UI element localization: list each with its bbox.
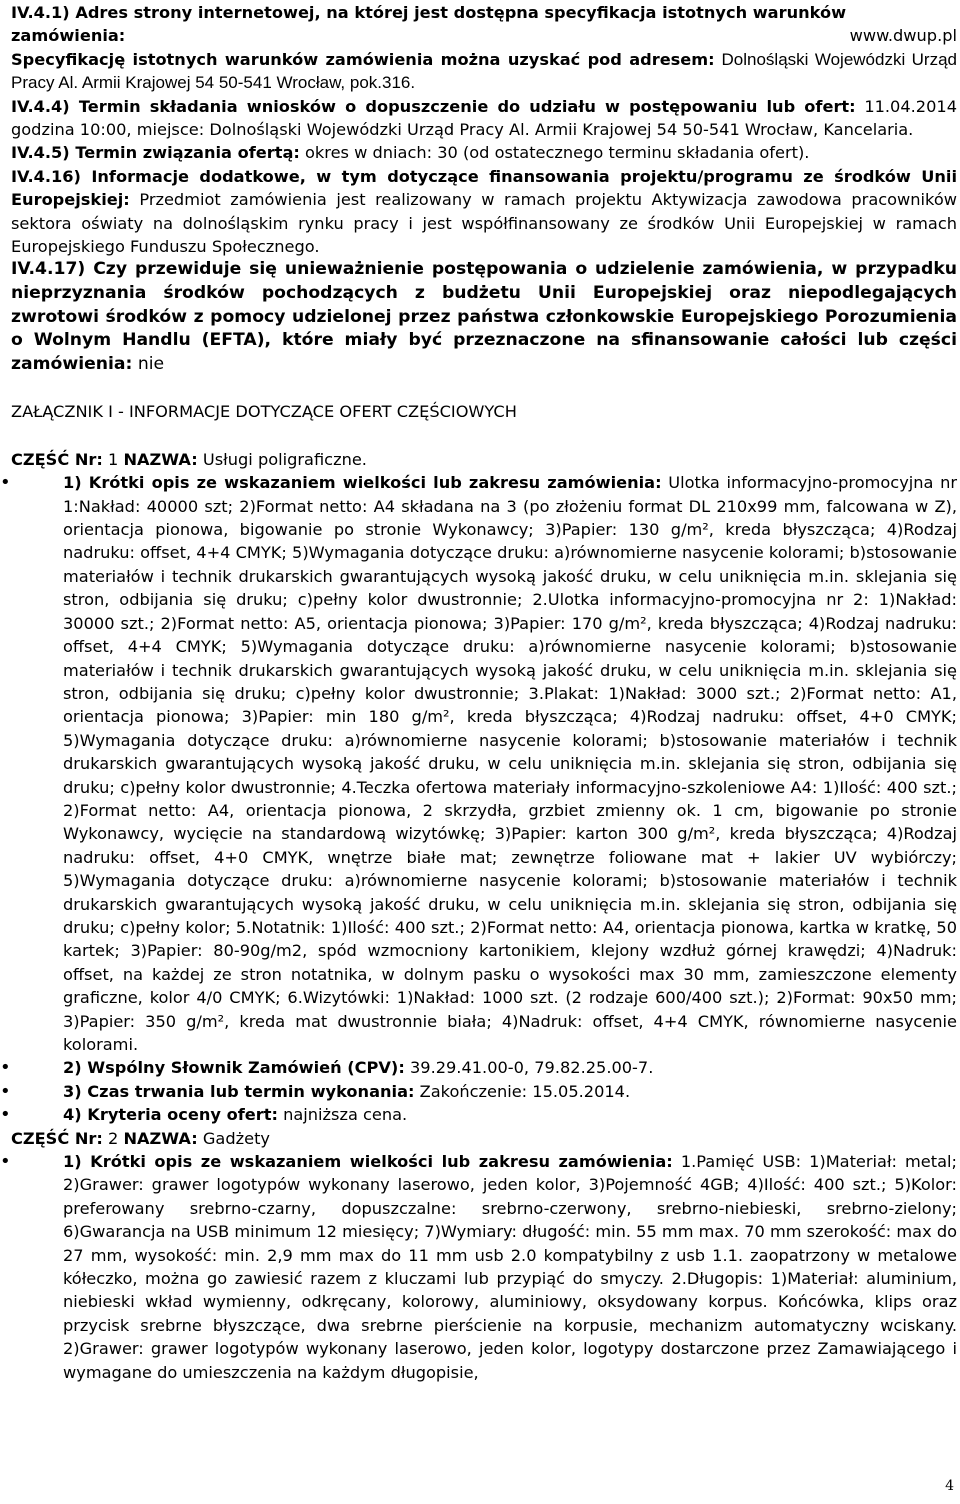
- section-iv44-text: 11.04.2014 godzina 10:00, miejsce: Dolnośląski Wojewódzki Urząd Pracy Al. Armii Krajowej 54 50-541 Wrocław, Kancelaria.: [11, 96, 957, 140]
- part1-item2-label: 2) Wspólny Słownik Zamówień (CPV):: [63, 1058, 405, 1078]
- part1-list: [11, 471, 957, 1126]
- part1-item3-label: 3) Czas trwania lub termin wykonania:: [63, 1081, 415, 1101]
- section-iv45-heading: IV.4.5) Termin związania ofertą:: [11, 143, 300, 163]
- part1-header: [11, 448, 957, 471]
- part2-part-label: CZĘŚĆ Nr:: [11, 1128, 103, 1148]
- part1-item1-text: Ulotka informacyjno-promocyjna nr 1:Nakład: 40000 szt; 2)Format netto: A4 składana na 3 (po złożeniu format DL 210x99 mm, falcowana w Z), orientacja pionowa, bigowanie po stronie Wykonawcy; 3)Papier: 130 g/m², kreda błyszcząca; 4)Rodzaj nadruku: offset, 4+4 CMYK; 5)Wymagania dotyczące druku: a)równomierne nasycenie kolorami; b)stosowanie materiałów i technik drukarskich gwarantujących wysoką jakość druku, w celu uniknięcia m.in. sklejania się stron, odbijania się druku; c)pełny kolor dwustronnie; 2.Ulotka informacyjno-promocyjna nr 2: 1)Nakład: 30000 szt.; 2)Format netto: A5, orientacja pionowa; 3)Papier: 170 g/m², kreda błyszcząca; 4)Rodzaj nadruku: offset, 4+4 CMYK; 5)Wymagania dotyczące druku: a)równomierne nasycenie kolorami; b)stosowanie materiałów i technik drukarskich gwarantujących wysoką jakość druku, w celu uniknięcia m.in. sklejania się stron, odbijania się druku; c)pełny kolor dwustronnie; 3.Plakat: 1)Nakład: 3000 szt.; 2)Format netto: A1, orientacja pionowa; 3)Papier: min 180 g/m², kreda błyszcząca; 4)Rodzaj nadruku: offset, 4+0 CMYK; 5)Wymagania dotyczące druku: a)równomierne nasycenie kolorami; b)stosowanie materiałów i technik drukarskich gwarantujących wysoką jakość druku, w celu uniknięcia m.in. sklejania się stron, odbijania się druku; c)pełny kolor dwustronnie; 4.Teczka ofertowa materiały informacyjno-szkoleniowe A4: 1)Ilość: 400 szt.; 2)Format netto: A4, orientacja pionowa, 2 skrzydła, grzbiet zmienny ok. 1 cm, bigowanie po stronie Wykonawcy, wycięcie na standardową wizytówkę; 3)Papier: karton 300 g/m², kreda błyszcząca; 4)Rodzaj nadruku: offset, 4+0 CMYK, wnętrze białe mat; zewnętrze foliowane mat + lakier UV wybiórczy; 5)Wymagania dotyczące druku: a)równomierne nasycenie kolorami; b)stosowanie materiałów i technik drukarskich gwarantujących wysoką jakość druku, w celu uniknięcia m.in. sklejania się stron, odbijania się druku; c)pełny kolor; 5.Notatnik: 1)Ilość: 400 szt.; 2)Format netto: A4, orientacja pionowa, kartka w kratkę, 50 kartek; 3)Papier: 80-90g/m2, spód wzmocniony kartonikiem, klejony wzdłuż górnej krawędzi; 4)Nadruk: offset, na każdej ze stron notatnika, w dolnym pasku o wysokości max 30 mm, zamieszczone elementy graficzne, kolor 4/0 CMYK; 6.Wizytówki: 1)Nakład: 1000 szt. (2 rodzaje 600/400 szt.); 2)Format: 90x50 mm; 3)Papier: 350 g/m², kreda mat dwustronnie biała; 4)Nadruk: offset, 4+4 CMYK, równomierne nasycenie kolorami.: [63, 473, 957, 1054]
- section-iv416-heading: IV.4.16) Informacje dodatkowe, w tym dotyczące finansowania projektu/programu ze środków Unii Europejskiej:: [11, 166, 957, 210]
- part1-part-number: 1: [108, 449, 119, 469]
- part2-header: [11, 1127, 957, 1150]
- part2-list: [11, 1150, 957, 1384]
- part1-part-label: CZĘŚĆ Nr:: [11, 449, 103, 469]
- part2-part-number: 2: [108, 1128, 119, 1148]
- section-iv417-heading: IV.4.17) Czy przewiduje się unieważnienie postępowania o udzielenie zamówienia, w przypadku nieprzyznania środków pochodzących z budżetu Unii Europejskiej oraz niepodlegających zwrotowi środków z pomocy udzielonej przez państwa członkowskie Europejskiego Porozumienia o Wolnym Handlu (EFTA), które miały być przeznaczone na sfinansowanie całości lub części zamówienia:: [11, 259, 957, 374]
- section-iv44: [11, 95, 957, 142]
- section-iv41-body: [11, 48, 957, 95]
- part2-item1-label: 1) Krótki opis ze wskazaniem wielkości lub zakresu zamówienia:: [63, 1152, 673, 1172]
- section-iv41: [11, 1, 957, 48]
- section-iv41-heading: IV.4.1) Adres strony internetowej, na której jest dostępna specyfikacja istotnych warunków zamówienia:: [11, 3, 847, 46]
- section-iv41-label: Specyfikację istotnych warunków zamówienia można uzyskać pod adresem:: [11, 49, 715, 69]
- annex-title: ZAŁĄCZNIK I - INFORMACJE DOTYCZĄCE OFERT CZĘŚCIOWYCH: [11, 402, 517, 422]
- list-item: [11, 471, 957, 1056]
- section-iv41-url: www.dwup.pl: [849, 26, 957, 46]
- section-iv45: [11, 141, 957, 164]
- spacer: [11, 424, 957, 448]
- document-page: [11, 1, 957, 1384]
- part1-name-label: NAZWA:: [123, 449, 198, 469]
- list-item: [11, 1103, 957, 1126]
- part1-item1-label: 1) Krótki opis ze wskazaniem wielkości lub zakresu zamówienia:: [63, 473, 662, 493]
- part1-item3-text: Zakończenie: 15.05.2014.: [419, 1081, 631, 1101]
- section-iv417: [11, 258, 957, 376]
- spacer: [11, 376, 957, 400]
- part1-item4-text: najniższa cena.: [283, 1105, 408, 1125]
- section-iv416: [11, 165, 957, 259]
- section-iv41-text: Dolnośląski Wojewódzki Urząd Pracy Al. Armii Krajowej 54 50-541 Wrocław, pok.316.: [11, 49, 958, 93]
- part2-item1-text: 1.Pamięć USB: 1)Materiał: metal; 2)Grawer: grawer logotypów wykonany laserowo, jeden kolor, 3)Pojemność 4GB; 4)Ilość: 400 szt.; 5)Kolor: preferowany srebrno-czarny, dopuszczalne: srebrno-czerwony, srebrno-niebieski, srebrno-zielony; 6)Gwarancja na USB minimum 12 miesięcy; 7)Wymiary: długość: min. 55 mm max. 70 mm szerokość: max do 27 mm, wysokość: min. 2,9 mm max do 11 mm usb 2.0 kompatybilny z usb 1.1. zaopatrzony w metalowe kółeczko, można go zawiesić razem z kluczami lub przypiąć do smyczy. 2.Długopis: 1)Materiał: aluminium, niebieski wkład wymienny, odkręcany, kolorowy, aluminiowy, oksydowany korpus. Końcówka, klips oraz przycisk srebrne błyszczące, dwa srebrne pierścienie na korpusie, mechanizm automatyczny wciskany. 2)Grawer: grawer logotypów wykonany laserowo, jeden kolor, logotypy dostarczone przez Zamawiającego i wymagane do umieszczenia na każdym długopisie,: [63, 1152, 957, 1382]
- list-item: [11, 1150, 957, 1384]
- page-number: 4: [945, 1478, 954, 1494]
- part2-name: Gadżety: [202, 1128, 271, 1148]
- part1-name: Usługi poligraficzne.: [202, 449, 367, 469]
- part2-name-label: NAZWA:: [123, 1128, 198, 1148]
- section-iv45-text: okres w dniach: 30 (od ostatecznego terminu składania ofert).: [305, 143, 810, 163]
- list-item: [11, 1080, 957, 1103]
- section-iv44-heading: IV.4.4) Termin składania wniosków o dopuszczenie do udziału w postępowaniu lub ofert:: [11, 96, 856, 116]
- part1-item2-text: 39.29.41.00-0, 79.82.25.00-7.: [409, 1058, 654, 1078]
- list-item: [11, 1056, 957, 1079]
- section-iv416-text: Przedmiot zamówienia jest realizowany w ramach projektu Aktywizacja zawodowa pracowników sektora oświaty na dolnośląskim rynku pracy i jest współfinansowany ze środków Unii Europejskiej w ramach Europejskiego Funduszu Społecznego.: [11, 190, 957, 257]
- section-iv417-text: nie: [137, 353, 165, 374]
- part1-item4-label: 4) Kryteria oceny ofert:: [63, 1105, 278, 1125]
